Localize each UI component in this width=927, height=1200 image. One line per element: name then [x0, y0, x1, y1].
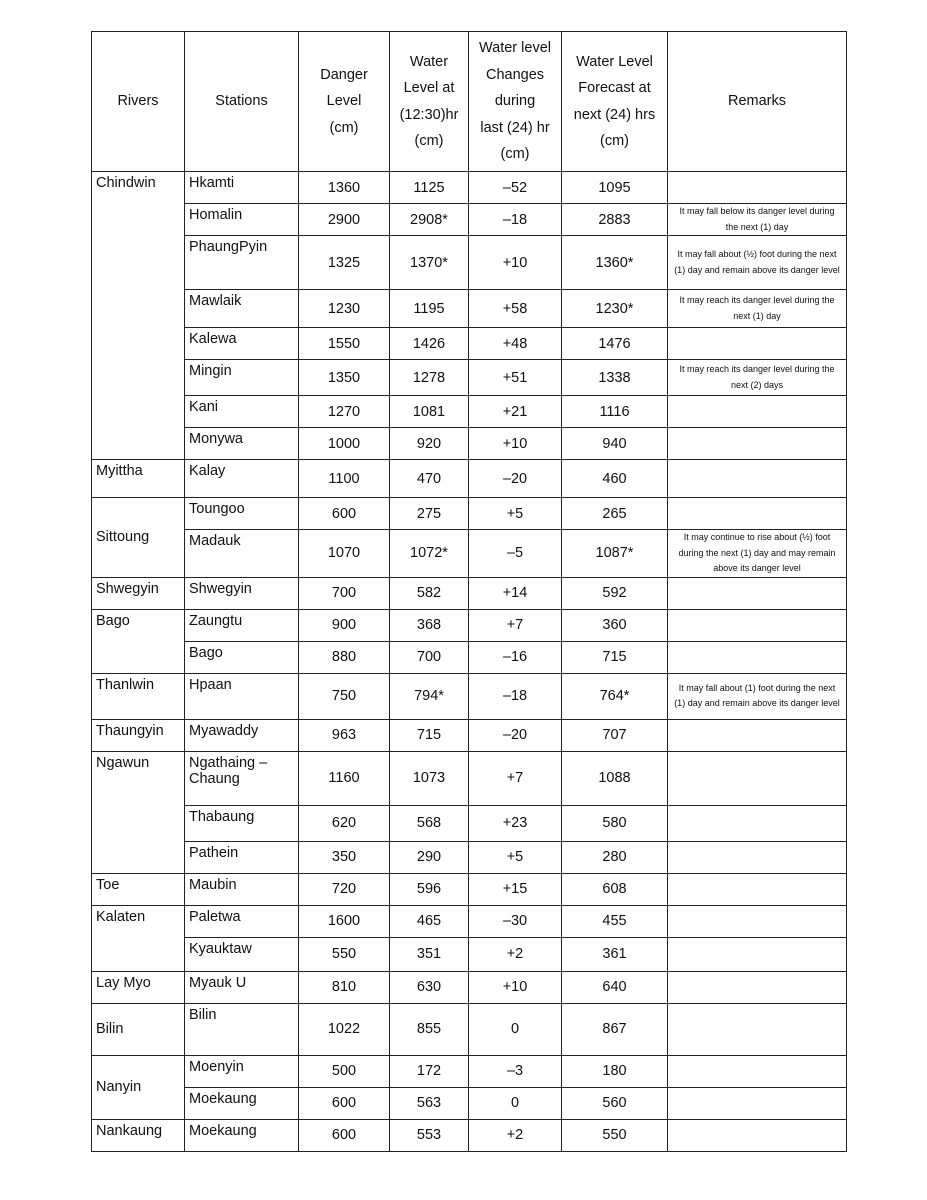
- remarks-cell: [668, 1087, 847, 1119]
- station-cell: Homalin: [185, 204, 299, 236]
- level-change-cell: +7: [469, 751, 562, 805]
- water-level-cell: 1073: [390, 751, 469, 805]
- station-cell: Monywa: [185, 428, 299, 460]
- remarks-cell: [668, 971, 847, 1003]
- station-cell: Myauk U: [185, 971, 299, 1003]
- station-cell: Shwegyin: [185, 577, 299, 609]
- remarks-cell: [668, 905, 847, 937]
- remarks-cell: It may fall about (1) foot during the next (1) day and remain above its danger level: [668, 673, 847, 719]
- level-change-cell: +10: [469, 428, 562, 460]
- table-row: [92, 805, 847, 841]
- remarks-cell: [668, 1119, 847, 1151]
- forecast-cell: 1360*: [562, 236, 668, 290]
- station-cell: Moenyin: [185, 1055, 299, 1087]
- remarks-cell: [668, 396, 847, 428]
- forecast-cell: 715: [562, 641, 668, 673]
- station-cell: Kalewa: [185, 328, 299, 360]
- river-cell: Shwegyin: [92, 577, 185, 609]
- header-level-change: Water level Changes during last (24) hr (cm): [469, 32, 562, 172]
- level-change-cell: +21: [469, 396, 562, 428]
- level-change-cell: +10: [469, 236, 562, 290]
- remarks-cell: [668, 937, 847, 971]
- station-cell: Madauk: [185, 530, 299, 578]
- remarks-cell: It may fall about (½) foot during the next (1) day and remain above its danger level: [668, 236, 847, 290]
- level-change-cell: +2: [469, 1119, 562, 1151]
- danger-level-cell: 750: [299, 673, 390, 719]
- station-cell: Myawaddy: [185, 719, 299, 751]
- river-cell: Bago: [92, 609, 185, 673]
- station-cell: Thabaung: [185, 805, 299, 841]
- river-cell: Thaungyin: [92, 719, 185, 751]
- level-change-cell: –18: [469, 204, 562, 236]
- water-level-cell: 1125: [390, 172, 469, 204]
- level-change-cell: +51: [469, 360, 562, 396]
- river-cell: Myittha: [92, 460, 185, 498]
- water-level-cell: 582: [390, 577, 469, 609]
- header-forecast: Water Level Forecast at next (24) hrs (cm): [562, 32, 668, 172]
- danger-level-cell: 1022: [299, 1003, 390, 1055]
- header-rivers: Rivers: [92, 32, 185, 172]
- level-change-cell: –16: [469, 641, 562, 673]
- remarks-cell: [668, 805, 847, 841]
- remarks-cell: [668, 609, 847, 641]
- forecast-cell: 592: [562, 577, 668, 609]
- river-cell: Bilin: [92, 1003, 185, 1055]
- danger-level-cell: 1100: [299, 460, 390, 498]
- forecast-cell: 707: [562, 719, 668, 751]
- danger-level-cell: 350: [299, 841, 390, 873]
- forecast-cell: 764*: [562, 673, 668, 719]
- table-row: [92, 719, 847, 751]
- table-row: [92, 498, 847, 530]
- forecast-cell: 280: [562, 841, 668, 873]
- forecast-cell: 460: [562, 460, 668, 498]
- table-row: [92, 971, 847, 1003]
- remarks-cell: It may reach its danger level during the next (2) days: [668, 360, 847, 396]
- danger-level-cell: 1230: [299, 290, 390, 328]
- remarks-cell: [668, 751, 847, 805]
- river-cell: Kalaten: [92, 905, 185, 971]
- remarks-cell: [668, 1003, 847, 1055]
- forecast-cell: 608: [562, 873, 668, 905]
- station-cell: Mingin: [185, 360, 299, 396]
- remarks-cell: [668, 460, 847, 498]
- table-row: [92, 577, 847, 609]
- water-level-cell: 630: [390, 971, 469, 1003]
- water-level-cell: 563: [390, 1087, 469, 1119]
- forecast-cell: 1338: [562, 360, 668, 396]
- water-level-cell: 172: [390, 1055, 469, 1087]
- remarks-cell: [668, 428, 847, 460]
- forecast-cell: 580: [562, 805, 668, 841]
- danger-level-cell: 810: [299, 971, 390, 1003]
- remarks-cell: [668, 577, 847, 609]
- water-level-cell: 470: [390, 460, 469, 498]
- forecast-cell: 940: [562, 428, 668, 460]
- station-cell: Toungoo: [185, 498, 299, 530]
- table-row: [92, 609, 847, 641]
- table-row: [92, 873, 847, 905]
- table-body: [92, 172, 847, 1152]
- river-cell: Nanyin: [92, 1055, 185, 1119]
- water-level-cell: 855: [390, 1003, 469, 1055]
- forecast-cell: 361: [562, 937, 668, 971]
- river-cell: Thanlwin: [92, 673, 185, 719]
- level-change-cell: +7: [469, 609, 562, 641]
- river-cell: Chindwin: [92, 172, 185, 460]
- forecast-cell: 2883: [562, 204, 668, 236]
- table-row: [92, 1055, 847, 1087]
- table-row: [92, 360, 847, 396]
- water-level-cell: 290: [390, 841, 469, 873]
- water-level-cell: 700: [390, 641, 469, 673]
- table-row: [92, 937, 847, 971]
- table-row: [92, 1087, 847, 1119]
- danger-level-cell: 1160: [299, 751, 390, 805]
- remarks-cell: It may fall below its danger level during the next (1) day: [668, 204, 847, 236]
- station-cell: Kani: [185, 396, 299, 428]
- forecast-cell: 360: [562, 609, 668, 641]
- station-cell: PhaungPyin: [185, 236, 299, 290]
- table-row: [92, 1119, 847, 1151]
- header-row: [92, 32, 847, 172]
- station-cell: Hpaan: [185, 673, 299, 719]
- level-change-cell: 0: [469, 1087, 562, 1119]
- water-level-cell: 1278: [390, 360, 469, 396]
- danger-level-cell: 900: [299, 609, 390, 641]
- level-change-cell: –30: [469, 905, 562, 937]
- station-cell: Moekaung: [185, 1087, 299, 1119]
- danger-level-cell: 550: [299, 937, 390, 971]
- remarks-cell: [668, 873, 847, 905]
- forecast-cell: 640: [562, 971, 668, 1003]
- table-row: [92, 328, 847, 360]
- level-change-cell: –3: [469, 1055, 562, 1087]
- header-danger-level: Danger Level (cm): [299, 32, 390, 172]
- water-level-cell: 920: [390, 428, 469, 460]
- forecast-cell: 867: [562, 1003, 668, 1055]
- level-change-cell: +23: [469, 805, 562, 841]
- water-level-cell: 1081: [390, 396, 469, 428]
- water-level-cell: 1072*: [390, 530, 469, 578]
- remarks-cell: [668, 172, 847, 204]
- water-level-cell: 275: [390, 498, 469, 530]
- forecast-cell: 180: [562, 1055, 668, 1087]
- header-water-level: Water Level at (12:30)hr (cm): [390, 32, 469, 172]
- forecast-cell: 1476: [562, 328, 668, 360]
- level-change-cell: +48: [469, 328, 562, 360]
- table-row: [92, 460, 847, 498]
- river-cell: Sittoung: [92, 498, 185, 578]
- river-cell: Nankaung: [92, 1119, 185, 1151]
- forecast-cell: 560: [562, 1087, 668, 1119]
- water-level-table: [91, 31, 847, 1152]
- station-cell: Hkamti: [185, 172, 299, 204]
- danger-level-cell: 600: [299, 1087, 390, 1119]
- danger-level-cell: 600: [299, 1119, 390, 1151]
- forecast-cell: 455: [562, 905, 668, 937]
- water-level-cell: 715: [390, 719, 469, 751]
- danger-level-cell: 500: [299, 1055, 390, 1087]
- river-cell: Ngawun: [92, 751, 185, 873]
- table-row: [92, 236, 847, 290]
- water-level-cell: 351: [390, 937, 469, 971]
- danger-level-cell: 1550: [299, 328, 390, 360]
- table-row: [92, 641, 847, 673]
- remarks-cell: [668, 1055, 847, 1087]
- level-change-cell: +10: [469, 971, 562, 1003]
- river-cell: Toe: [92, 873, 185, 905]
- danger-level-cell: 880: [299, 641, 390, 673]
- level-change-cell: –18: [469, 673, 562, 719]
- water-level-cell: 794*: [390, 673, 469, 719]
- level-change-cell: –20: [469, 460, 562, 498]
- forecast-cell: 550: [562, 1119, 668, 1151]
- danger-level-cell: 1325: [299, 236, 390, 290]
- remarks-cell: It may continue to rise about (½) foot during the next (1) day and may remain above its danger level: [668, 530, 847, 578]
- level-change-cell: +5: [469, 841, 562, 873]
- table-row: [92, 204, 847, 236]
- danger-level-cell: 1600: [299, 905, 390, 937]
- table-row: [92, 841, 847, 873]
- danger-level-cell: 620: [299, 805, 390, 841]
- water-level-cell: 368: [390, 609, 469, 641]
- station-cell: Kyauktaw: [185, 937, 299, 971]
- table-row: [92, 1003, 847, 1055]
- river-cell: Lay Myo: [92, 971, 185, 1003]
- danger-level-cell: 1270: [299, 396, 390, 428]
- table-row: [92, 530, 847, 578]
- water-level-cell: 1195: [390, 290, 469, 328]
- level-change-cell: –20: [469, 719, 562, 751]
- table-row: [92, 751, 847, 805]
- danger-level-cell: 600: [299, 498, 390, 530]
- danger-level-cell: 1070: [299, 530, 390, 578]
- forecast-cell: 265: [562, 498, 668, 530]
- station-cell: Bilin: [185, 1003, 299, 1055]
- danger-level-cell: 1360: [299, 172, 390, 204]
- level-change-cell: +14: [469, 577, 562, 609]
- header-remarks: Remarks: [668, 32, 847, 172]
- water-level-cell: 553: [390, 1119, 469, 1151]
- water-level-cell: 2908*: [390, 204, 469, 236]
- table-row: [92, 428, 847, 460]
- water-level-cell: 1426: [390, 328, 469, 360]
- station-cell: Zaungtu: [185, 609, 299, 641]
- station-cell: Ngathaing – Chaung: [185, 751, 299, 805]
- forecast-cell: 1087*: [562, 530, 668, 578]
- level-change-cell: +2: [469, 937, 562, 971]
- station-cell: Moekaung: [185, 1119, 299, 1151]
- remarks-cell: [668, 841, 847, 873]
- level-change-cell: –52: [469, 172, 562, 204]
- table-row: [92, 905, 847, 937]
- danger-level-cell: 963: [299, 719, 390, 751]
- station-cell: Pathein: [185, 841, 299, 873]
- table-row: [92, 396, 847, 428]
- station-cell: Kalay: [185, 460, 299, 498]
- level-change-cell: 0: [469, 1003, 562, 1055]
- water-level-cell: 596: [390, 873, 469, 905]
- level-change-cell: +58: [469, 290, 562, 328]
- remarks-cell: It may reach its danger level during the next (1) day: [668, 290, 847, 328]
- forecast-cell: 1088: [562, 751, 668, 805]
- danger-level-cell: 1000: [299, 428, 390, 460]
- table-row: [92, 172, 847, 204]
- remarks-cell: [668, 719, 847, 751]
- danger-level-cell: 720: [299, 873, 390, 905]
- forecast-cell: 1230*: [562, 290, 668, 328]
- forecast-cell: 1116: [562, 396, 668, 428]
- header-stations: Stations: [185, 32, 299, 172]
- level-change-cell: –5: [469, 530, 562, 578]
- danger-level-cell: 2900: [299, 204, 390, 236]
- table-row: [92, 673, 847, 719]
- forecast-cell: 1095: [562, 172, 668, 204]
- water-level-cell: 568: [390, 805, 469, 841]
- station-cell: Paletwa: [185, 905, 299, 937]
- station-cell: Bago: [185, 641, 299, 673]
- station-cell: Maubin: [185, 873, 299, 905]
- level-change-cell: +5: [469, 498, 562, 530]
- remarks-cell: [668, 498, 847, 530]
- water-level-cell: 465: [390, 905, 469, 937]
- station-cell: Mawlaik: [185, 290, 299, 328]
- table-row: [92, 290, 847, 328]
- water-level-cell: 1370*: [390, 236, 469, 290]
- level-change-cell: +15: [469, 873, 562, 905]
- remarks-cell: [668, 328, 847, 360]
- danger-level-cell: 700: [299, 577, 390, 609]
- remarks-cell: [668, 641, 847, 673]
- danger-level-cell: 1350: [299, 360, 390, 396]
